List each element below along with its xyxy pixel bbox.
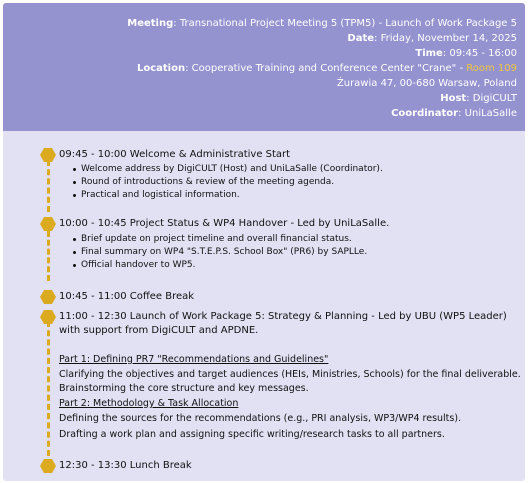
date-label: Date	[347, 33, 375, 44]
part2-line: Defining the sources for the recommendations (e.g., PRI analysis, WP3/WP4 results).	[59, 413, 462, 424]
agenda-item-bullets	[73, 233, 367, 272]
bullet-item: Official handover to WP5.	[73, 259, 367, 272]
timeline-connector	[47, 321, 50, 456]
timeline-marker	[40, 148, 56, 162]
agenda-item-title: 12:30 - 13:30 Lunch Break	[59, 460, 192, 471]
bullet-item: Welcome address by DigiCULT (Host) and UniLaSalle (Coordinator).	[73, 163, 383, 176]
meeting-value: Transnational Project Meeting 5 (TPM5) - Launch of Work Package 5	[179, 18, 517, 29]
coordinator-line: Coordinator: UniLaSalle	[391, 108, 517, 119]
host-value: DigiCULT	[472, 93, 517, 104]
agenda-item-bullets	[73, 163, 383, 202]
location-room: Room 109	[466, 63, 517, 74]
bullet-item: Round of introductions & review of the meeting agenda.	[73, 176, 383, 189]
location-value: Cooperative Training and Conference Center "Crane" -	[191, 63, 467, 74]
timeline-connector	[47, 231, 50, 281]
agenda-item-title: 10:45 - 11:00 Coffee Break	[59, 291, 195, 302]
address-line: Żurawia 47, 00-680 Warsaw, Poland	[336, 78, 517, 89]
part2-heading: Part 2: Methodology & Task Allocation	[59, 398, 239, 409]
date-line: Date: Friday, November 14, 2025	[347, 33, 517, 44]
host-line: Host: DigiCULT	[440, 93, 517, 104]
meeting-line: Meeting: Transnational Project Meeting 5 (TPM5) - Launch of Work Package 5	[127, 18, 517, 29]
time-label: Time	[415, 48, 443, 59]
bullet-item: Practical and logistical information.	[73, 189, 383, 202]
location-line: Location: Cooperative Training and Conference Center "Crane" - Room 109	[136, 63, 517, 74]
date-value: Friday, November 14, 2025	[380, 33, 517, 44]
meeting-label: Meeting	[127, 18, 174, 29]
part1-heading: Part 1: Defining PR7 "Recommendations and Guidelines"	[59, 354, 329, 365]
host-label: Host	[440, 93, 467, 104]
timeline-marker	[40, 459, 56, 473]
timeline-connector	[47, 160, 50, 212]
part2-line: Drafting a work plan and assigning specific writing/research tasks to all partners.	[59, 429, 445, 440]
location-label: Location	[136, 63, 186, 74]
part1-line: Clarifying the objectives and target audiences (HEIs, Ministries, Schools) for the final deliverable.	[59, 369, 521, 380]
time-line: Time: 09:45 - 16:00	[415, 48, 517, 59]
timeline-marker	[40, 217, 56, 231]
meeting-header	[3, 3, 525, 131]
bullet-item: Final summary on WP4 "S.T.E.P.S. School Box" (PR6) by SAPLLe.	[73, 246, 367, 259]
agenda-card	[3, 3, 525, 481]
agenda-item-title: 09:45 - 10:00 Welcome & Administrative Start	[59, 149, 291, 160]
time-value: 09:45 - 16:00	[449, 48, 517, 59]
agenda-item-title: 11:00 - 12:30 Launch of Work Package 5: Strategy & Planning - Led by UBU (WP5 Leader) with support from DigiCULT and APDNE.	[59, 311, 507, 336]
timeline-marker	[40, 290, 56, 304]
bullet-item: Brief update on project timeline and overall financial status.	[73, 233, 367, 246]
agenda-timeline	[3, 131, 525, 481]
timeline-marker	[40, 310, 56, 324]
part1-line: Brainstorming the core structure and key messages.	[59, 383, 309, 394]
coordinator-label: Coordinator	[391, 108, 459, 119]
coordinator-value: UniLaSalle	[464, 108, 517, 119]
agenda-item-title: 10:00 - 10:45 Project Status & WP4 Handover - Led by UniLaSalle.	[59, 218, 390, 229]
